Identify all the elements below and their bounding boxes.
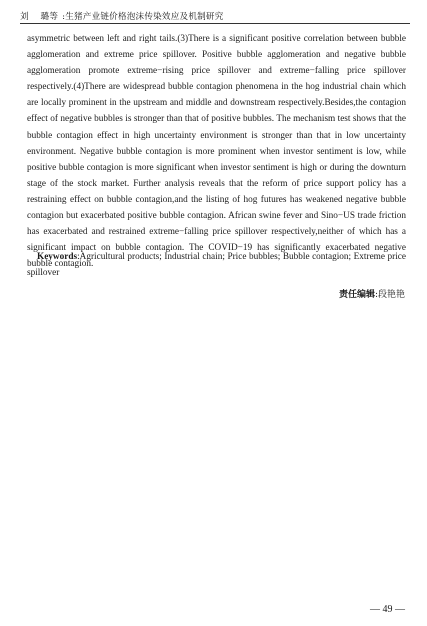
responsible-editor xyxy=(339,287,405,300)
page-number: — 49 — xyxy=(370,604,405,615)
keywords-paragraph xyxy=(27,249,406,281)
header-divider xyxy=(20,23,410,24)
header-author: 刘 璐等 xyxy=(20,12,59,22)
editor-name: :段艳艳 xyxy=(374,290,405,300)
header-title: :生猪产业链价格泡沫传染效应及机制研究 xyxy=(62,12,224,22)
keywords-label: Keywords xyxy=(37,252,78,262)
running-header xyxy=(20,10,224,22)
keywords-text: :Agricultural products; Industrial chain; Price bubbles; Bubble contagion; Extreme price spillover xyxy=(27,252,406,279)
editor-label: 责任编辑 xyxy=(338,290,375,300)
abstract-paragraph: asymmetric between left and right tails.(3)There is a significant positive correlation between bubble agglomeration and extreme price spillover. Positive bubble agglomeration and negative bubble agglomeration promote extreme−rising price spillover and extreme−falling price spillover respectively.(4)There are widespread bubble contagion phenomena in the hog industrial chain which are locally prominent in the upstream and middle and downstream respectively.Besides,the contagion effect of negative bubbles is stronger than that of positive bubbles. The mechanism test shows that the bubble contagion effect in high uncertainty environment is stronger than that in low uncertainty environment. Negative bubble contagion is more prominent when investor sentiment is low, while positive bubble contagion is more significant when investor sentiment is high or during the downturn stage of the stock market. Further analysis reveals that the reform of price support policy has a restraining effect on bubble contagion,and the listing of hog futures has weakened negative bubble contagion but exacerbated positive bubble contagion. African swine fever and Sino−US trade friction has exacerbated and restrained extreme−falling price spillover respectively,neither of which has a significant impact on bubble contagion. The COVID−19 has significantly exacerbated negative bubble contagion. xyxy=(27,34,406,270)
